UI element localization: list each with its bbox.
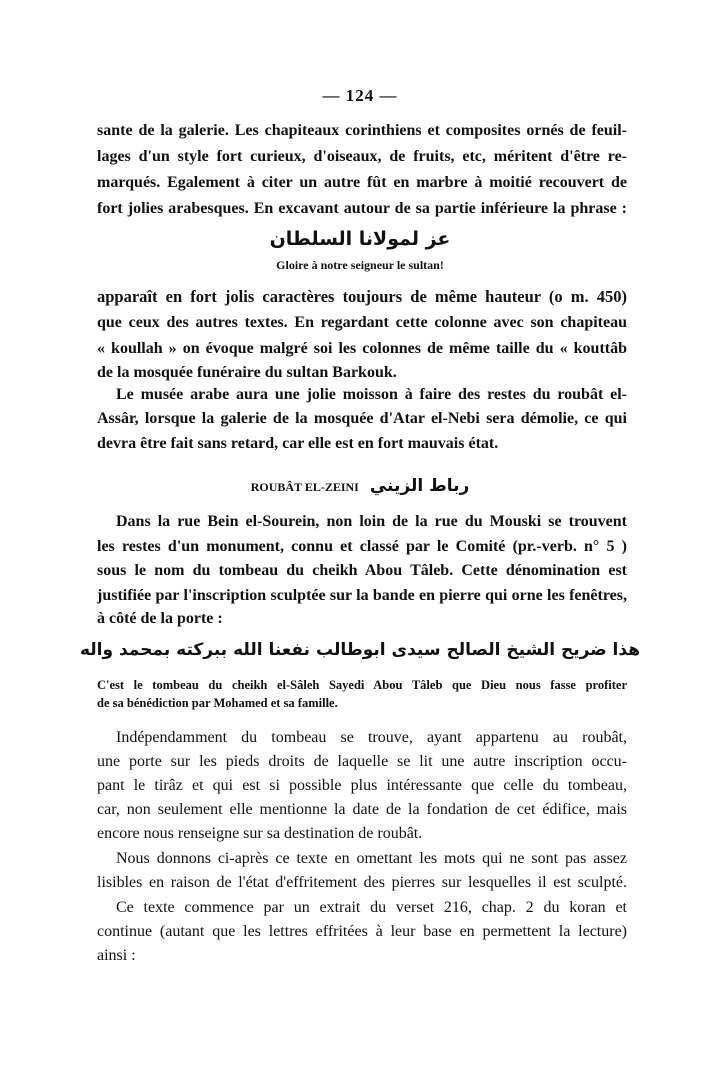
text-line: lisibles en raison de l'état d'effritement des pierres sur lesquelles il est sculpté. [97, 874, 627, 891]
text-line: car, non seulement elle mentionne la date de la fondation de cet édifice, mais [97, 801, 627, 818]
text-line: continue (autant que les lettres effritées à leur base en permettent la lecture) [97, 923, 627, 940]
text-line: marqués. Egalement à citer un autre fût en marbre à moitié recouvert de [97, 174, 627, 191]
text-line: fort jolies arabesques. En excavant autour de sa partie inférieure la phrase : [97, 200, 627, 217]
text-line: Nous donnons ci-après ce texte en omettant les mots qui ne sont pas assez [116, 850, 627, 867]
page-number: — 124 — [322, 86, 398, 105]
text-line: une porte sur les pieds droits de laquelle se lit une autre inscription occu- [97, 753, 627, 770]
text-line: que ceux des autres textes. En regardant cette colonne avec son chapiteau [97, 314, 627, 331]
text-line: les restes d'un monument, connu et classé par le Comité (pr.-verb. n° 5 ) [97, 538, 627, 555]
text-line: sous le nom du tombeau du cheikh Abou Tâleb. Cette dénomination est [97, 562, 627, 579]
text-line: ainsi : [97, 947, 136, 964]
inscription-translation: de sa bénédiction par Mohamed et sa famille. [97, 696, 338, 710]
text-line: Indépendamment du tombeau se trouve, ayant appartenu au roubât, [116, 729, 627, 746]
text-line: lages d'un style fort curieux, d'oiseaux, de fruits, etc, méritent d'être re- [97, 148, 627, 165]
text-line: justifiée par l'inscription sculptée sur la bande en pierre qui orne les fenêtres, [97, 587, 627, 604]
text-line: pant le tirâz et qui est si possible plus intéressante que celle du tombeau, [97, 777, 627, 794]
inscription-translation: C'est le tombeau du cheikh el-Sâleh Sayedi Abou Tâleb que Dieu nous fasse profiter [97, 678, 627, 692]
inscription-translation: Gloire à notre seigneur le sultan! [276, 258, 444, 272]
text-line: devra être fait sans retard, car elle est en fort mauvais état. [97, 435, 499, 452]
text-line: sante de la galerie. Les chapiteaux corinthiens et composites ornés de feuil- [97, 122, 627, 139]
text-line: apparaît en fort jolis caractères toujours de même hauteur (o m. 450) [97, 287, 627, 306]
section-heading [0, 476, 720, 496]
arabic-inscription-sultan: عز لمولانا السلطان [269, 228, 451, 250]
text-line: encore nous renseigne sur sa destination de roubât. [97, 825, 423, 842]
text-line: Assâr, lorsque la galerie de la mosquée d'Atar el-Nebi sera démolie, ce qui [97, 410, 627, 427]
text-line: Dans la rue Bein el-Sourein, non loin de la rue du Mouski se trouvent [116, 513, 627, 530]
text-line: de la mosquée funéraire du sultan Barkouk. [97, 364, 397, 381]
section-heading-arabic: رباط الزيني [369, 476, 470, 496]
text-line: Ce texte commence par un extrait du verset 216, chap. 2 du koran et [116, 899, 627, 916]
text-line: Le musée arabe aura une jolie moisson à faire des restes du roubât el- [116, 386, 627, 403]
section-heading-latin: ROUBÂT EL-ZEINI [250, 480, 359, 494]
text-line: à côté de la porte : [97, 610, 223, 627]
arabic-inscription-tomb: هذا ضريح الشيخ الصالح سيدى ابوطالب نفعنا الله ببركته بمحمد واله [79, 640, 640, 660]
text-line: « koullah » on évoque malgré soi les colonnes de même taille du « kouttâb [97, 340, 627, 357]
